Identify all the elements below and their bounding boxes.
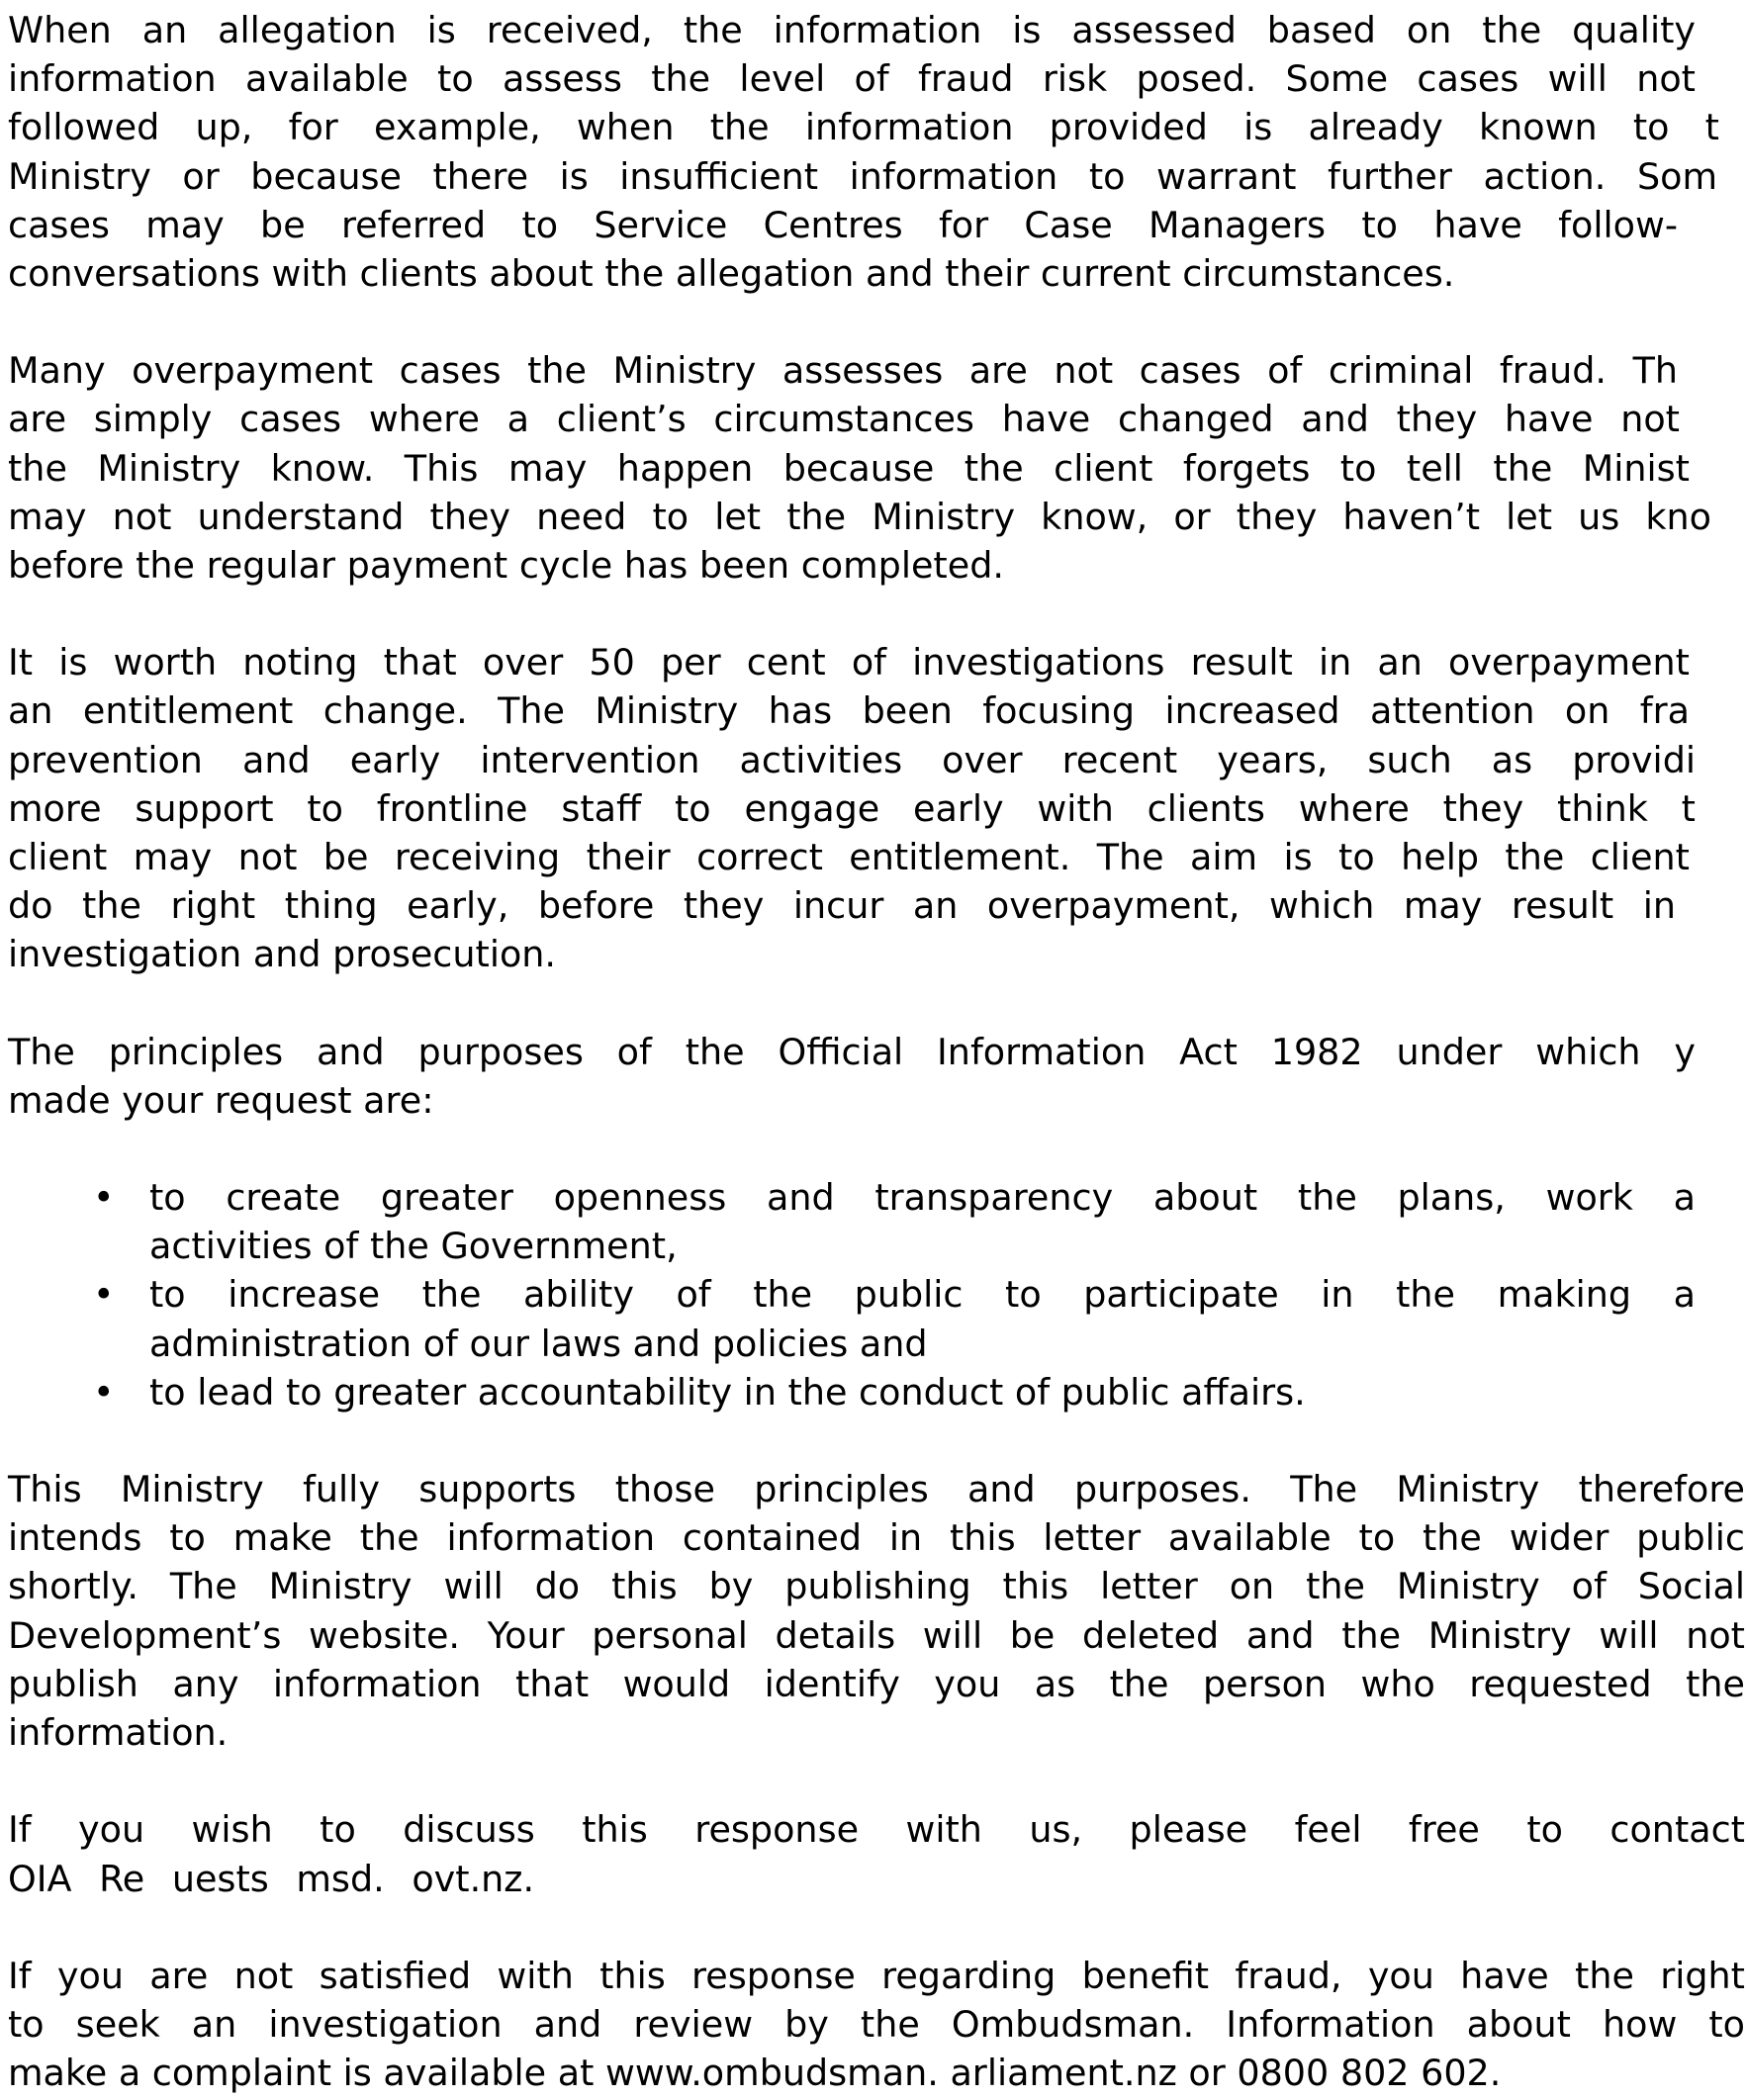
- text-line: client may not be receiving their correct entitlement. The aim is to help the client: [8, 836, 1690, 879]
- text-line: information.: [8, 1711, 229, 1755]
- text-line: It is worth noting that over 50 per cent of investigations result in an overpayment: [8, 641, 1690, 685]
- text-line: more support to frontline staff to engage early with clients where they think t: [8, 786, 1696, 830]
- text-line: the Ministry know. This may happen because the client forgets to tell the Minist: [8, 446, 1690, 490]
- paragraph-ministry-support: [8, 1465, 1746, 1757]
- text-line: may not understand they need to let the Ministry know, or they haven’t let us kno: [8, 495, 1711, 538]
- paragraph-contact: [8, 1805, 1746, 1902]
- text-line: If you wish to discuss this response with us, please feel free to contact: [8, 1808, 1745, 1852]
- ombudsman-contact-text: make a complaint is available at www.ombudsman. arliament.nz or 0800 802 602.: [8, 2052, 1502, 2095]
- text-line: are simply cases where a client’s circumstances have changed and they have not: [8, 398, 1680, 441]
- text-line: When an allegation is received, the information is assessed based on the quality: [8, 9, 1696, 51]
- text-line: to lead to greater accountability in the conduct of public affairs.: [149, 1370, 1306, 1414]
- list-item: [8, 1368, 1746, 1416]
- bullet-icon: •: [93, 1273, 115, 1317]
- paragraph-allegation-assessment: [8, 6, 1746, 298]
- text-line: intends to make the information contained in this letter available to the wider public: [8, 1516, 1745, 1560]
- text-line: prevention and early intervention activities over recent years, such as providi: [8, 738, 1696, 781]
- text-line: followed up, for example, when the information provided is already known to t: [8, 106, 1719, 149]
- text-line: an entitlement change. The Ministry has been focusing increased attention on fra: [8, 689, 1690, 733]
- text-line: conversations with clients about the allegation and their current circumstances.: [8, 252, 1455, 296]
- text-line: If you are not satisfied with this response regarding benefit fraud, you have the right: [8, 1954, 1745, 1997]
- list-item: [8, 1270, 1746, 1367]
- contact-email-text: OIA Re uests msd. ovt.nz.: [8, 1857, 535, 1900]
- text-line: Ministry or because there is insufficient information to warrant further action. Som: [8, 154, 1717, 198]
- text-line: Many overpayment cases the Ministry assesses are not cases of criminal fraud. Th: [8, 349, 1678, 393]
- text-line: activities of the Government,: [149, 1225, 678, 1268]
- paragraph-ombudsman: [8, 1952, 1746, 2098]
- paragraph-overpayment-cases: [8, 346, 1746, 590]
- oia-principles-list: [8, 1173, 1746, 1416]
- paragraph-oia-principles-intro: [8, 1028, 1746, 1125]
- paragraph-investigations-outcome: [8, 638, 1746, 978]
- text-line: shortly. The Ministry will do this by publishing this letter on the Ministry of Social: [8, 1565, 1745, 1608]
- text-line: before the regular payment cycle has been completed.: [8, 544, 1004, 588]
- text-line: made your request are:: [8, 1078, 434, 1122]
- text-line: publish any information that would identify you as the person who requested the: [8, 1662, 1745, 1705]
- text-line: information available to assess the level of fraud risk posed. Some cases will not: [8, 57, 1696, 101]
- text-line: do the right thing early, before they incur an overpayment, which may result in: [8, 884, 1676, 928]
- list-item: [8, 1173, 1746, 1270]
- text-line: to seek an investigation and review by the Ombudsman. Information about how to: [8, 2002, 1745, 2046]
- text-line: This Ministry fully supports those principles and purposes. The Ministry therefore: [8, 1468, 1745, 1511]
- text-line: The principles and purposes of the Official Information Act 1982 under which y: [8, 1030, 1696, 1073]
- bullet-icon: •: [93, 1176, 115, 1220]
- document-page: [8, 6, 1746, 2097]
- text-line: to create greater openness and transparency about the plans, work a: [149, 1176, 1696, 1220]
- text-line: cases may be referred to Service Centres for Case Managers to have follow-: [8, 203, 1678, 246]
- text-line: administration of our laws and policies and: [149, 1322, 928, 1365]
- text-line: Development’s website. Your personal details will be deleted and the Ministry will not: [8, 1613, 1745, 1657]
- bullet-icon: •: [93, 1370, 115, 1414]
- text-line: investigation and prosecution.: [8, 933, 557, 976]
- text-line: to increase the ability of the public to participate in the making a: [149, 1273, 1696, 1317]
